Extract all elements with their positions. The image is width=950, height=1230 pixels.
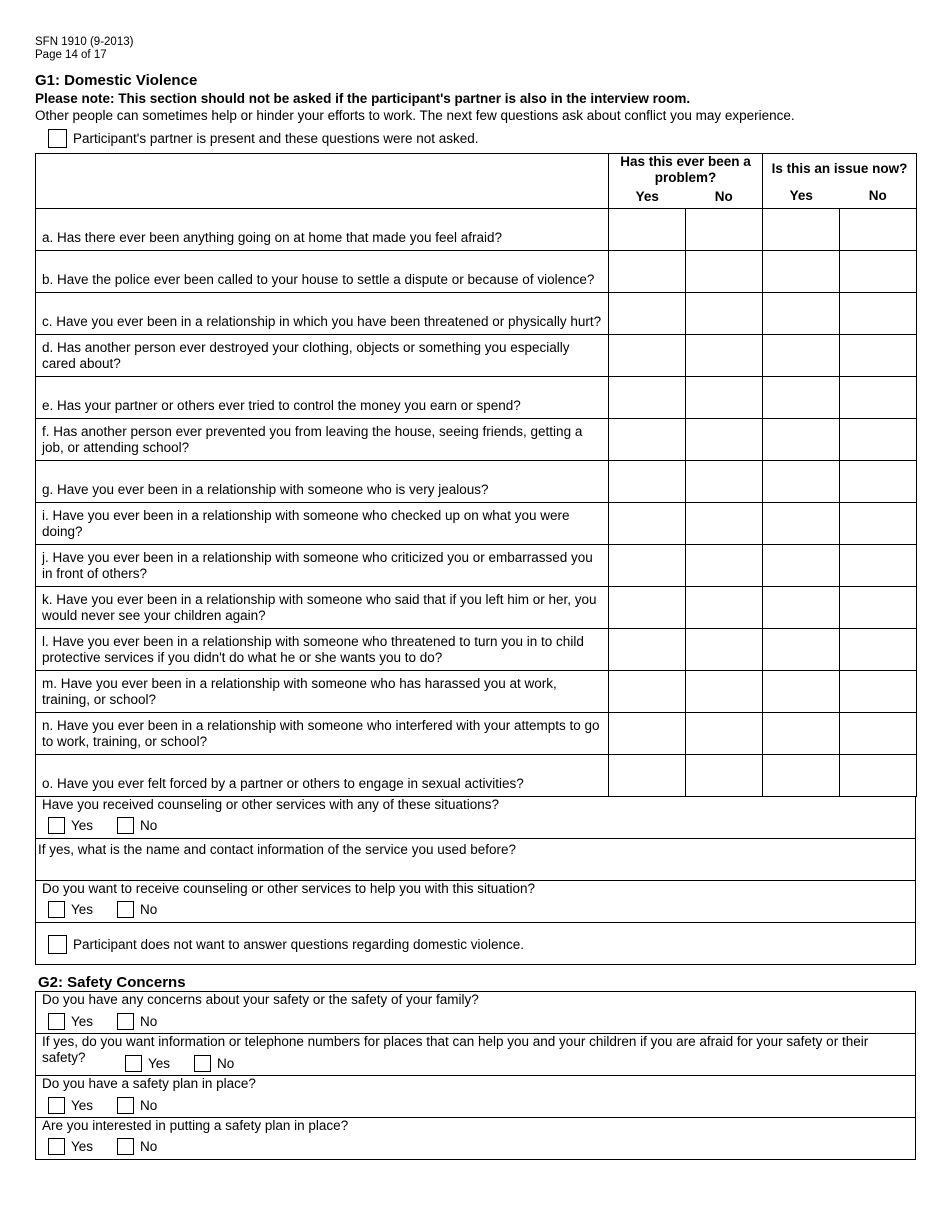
ever-yes-cell[interactable] (609, 293, 686, 335)
counseling-want-yes-checkbox[interactable] (48, 901, 65, 918)
now-yes-cell[interactable] (763, 419, 840, 461)
now-yes-cell[interactable] (763, 629, 840, 671)
question-header-cell (36, 154, 609, 209)
now-no-cell[interactable] (840, 335, 917, 377)
safety-concern-yes-checkbox[interactable] (48, 1013, 65, 1030)
question-cell: k. Have you ever been in a relationship with someone who said that if you left him or her, you would never see your children again? (36, 587, 609, 629)
now-no-cell[interactable] (840, 503, 917, 545)
question-cell: o. Have you ever felt forced by a partner or others to engage in sexual activities? (36, 755, 609, 797)
ever-no-cell[interactable] (686, 671, 763, 713)
no-label: No (140, 902, 158, 917)
table-row (36, 209, 917, 251)
question-cell: c. Have you ever been in a relationship in which you have been threatened or physically hurt? (36, 293, 609, 335)
safety-concern-options (48, 1013, 157, 1030)
safety-plan-interest-question: Are you interested in putting a safety plan in place? (42, 1118, 349, 1133)
g1-intro: Other people can sometimes help or hinder your efforts to work. The next few questions ask about conflict you may experience. (35, 108, 795, 123)
ever-no-cell[interactable] (686, 377, 763, 419)
no-label: No (140, 1098, 158, 1113)
ever-no-cell[interactable] (686, 545, 763, 587)
decline-label: Participant does not want to answer questions regarding domestic violence. (73, 937, 525, 952)
partner-present-checkbox[interactable] (48, 129, 67, 148)
table-row (36, 671, 917, 713)
ever-yes-cell[interactable] (609, 335, 686, 377)
yes-label: Yes (71, 902, 94, 917)
col-group-issue-now-label: Is this an issue now? (771, 161, 908, 176)
now-no-cell[interactable] (840, 587, 917, 629)
col-group-ever-problem-label: Has this ever been a problem? (620, 154, 751, 185)
ever-yes-cell[interactable] (609, 503, 686, 545)
yes-label: Yes (71, 1139, 94, 1154)
table-row (36, 587, 917, 629)
counseling-received-no-checkbox[interactable] (117, 817, 134, 834)
table-header-row (36, 154, 917, 209)
table-row (36, 629, 917, 671)
now-yes-cell[interactable] (763, 713, 840, 755)
now-yes-cell[interactable] (763, 545, 840, 587)
question-cell: b. Have the police ever been called to your house to settle a dispute or because of violence? (36, 251, 609, 293)
now-yes-cell[interactable] (763, 335, 840, 377)
now-no-cell[interactable] (840, 209, 917, 251)
now-no-cell[interactable] (840, 671, 917, 713)
question-cell: m. Have you ever been in a relationship with someone who has harassed you at work, training, or school? (36, 671, 609, 713)
safety-info-options (125, 1055, 234, 1072)
ever-yes-cell[interactable] (609, 629, 686, 671)
now-no-cell[interactable] (840, 251, 917, 293)
g2-title: G2: Safety Concerns (38, 974, 186, 991)
now-no-cell[interactable] (840, 293, 917, 335)
ever-no-cell[interactable] (686, 713, 763, 755)
now-yes-cell[interactable] (763, 293, 840, 335)
now-no-cell[interactable] (840, 629, 917, 671)
question-cell: i. Have you ever been in a relationship with someone who checked up on what you were doing? (36, 503, 609, 545)
safety-info-no-checkbox[interactable] (194, 1055, 211, 1072)
now-no-cell[interactable] (840, 461, 917, 503)
now-yes-cell[interactable] (763, 755, 840, 797)
ever-yes-cell[interactable] (609, 209, 686, 251)
question-cell: a. Has there ever been anything going on at home that made you feel afraid? (36, 209, 609, 251)
no-label: No (140, 1139, 158, 1154)
table-row (36, 335, 917, 377)
safety-plan-interest-no-checkbox[interactable] (117, 1138, 134, 1155)
col-now-yes: Yes (789, 188, 813, 203)
g1-note: Please note: This section should not be asked if the participant's partner is also in the interview room. (35, 91, 691, 106)
question-cell: l. Have you ever been in a relationship with someone who threatened to turn you in to child protective services if you didn't do what he or she wants you to do? (36, 629, 609, 671)
question-cell: f. Has another person ever prevented you from leaving the house, seeing friends, getting a job, or attending school? (36, 419, 609, 461)
question-cell: e. Has your partner or others ever tried to control the money you earn or spend? (36, 377, 609, 419)
ever-yes-cell[interactable] (609, 461, 686, 503)
safety-concern-no-checkbox[interactable] (117, 1013, 134, 1030)
ever-no-cell[interactable] (686, 629, 763, 671)
question-cell: g. Have you ever been in a relationship with someone who is very jealous? (36, 461, 609, 503)
decline-row (48, 935, 524, 954)
question-cell: n. Have you ever been in a relationship with someone who interfered with your attempts to go to work, training, or school? (36, 713, 609, 755)
g1-title: G1: Domestic Violence (35, 72, 198, 89)
ever-no-cell[interactable] (686, 587, 763, 629)
now-no-cell[interactable] (840, 377, 917, 419)
safety-plan-yes-checkbox[interactable] (48, 1097, 65, 1114)
table-row (36, 713, 917, 755)
ever-yes-cell[interactable] (609, 251, 686, 293)
counseling-want-options (48, 901, 157, 918)
service-info-question: If yes, what is the name and contact information of the service you used before? (38, 842, 517, 857)
ever-no-cell[interactable] (686, 503, 763, 545)
decline-checkbox[interactable] (48, 935, 67, 954)
now-no-cell[interactable] (840, 713, 917, 755)
ever-no-cell[interactable] (686, 461, 763, 503)
col-group-ever-problem (609, 154, 763, 209)
table-row (36, 545, 917, 587)
safety-concern-question: Do you have any concerns about your safety or the safety of your family? (42, 992, 479, 1007)
ever-yes-cell[interactable] (609, 587, 686, 629)
yes-label: Yes (71, 818, 94, 833)
ever-no-cell[interactable] (686, 251, 763, 293)
col-group-issue-now (763, 154, 917, 209)
ever-yes-cell[interactable] (609, 545, 686, 587)
now-no-cell[interactable] (840, 755, 917, 797)
ever-no-cell[interactable] (686, 209, 763, 251)
form-number: SFN 1910 (9-2013) (35, 36, 134, 48)
counseling-want-no-checkbox[interactable] (117, 901, 134, 918)
partner-present-label: Participant's partner is present and these questions were not asked. (73, 131, 479, 146)
domestic-violence-table (35, 153, 917, 797)
ever-yes-cell[interactable] (609, 755, 686, 797)
now-no-cell[interactable] (840, 419, 917, 461)
counseling-received-options (48, 817, 157, 834)
table-row (36, 503, 917, 545)
yes-label: Yes (71, 1014, 94, 1029)
col-now-no: No (868, 188, 887, 203)
table-row (36, 377, 917, 419)
table-row (36, 419, 917, 461)
question-cell: d. Has another person ever destroyed your clothing, objects or something you especially cared about? (36, 335, 609, 377)
now-yes-cell[interactable] (763, 377, 840, 419)
no-label: No (140, 1014, 158, 1029)
col-ever-no: No (714, 189, 733, 204)
counseling-received-yes-checkbox[interactable] (48, 817, 65, 834)
table-row (36, 461, 917, 503)
now-yes-cell[interactable] (763, 461, 840, 503)
ever-yes-cell[interactable] (609, 419, 686, 461)
safety-plan-interest-yes-checkbox[interactable] (48, 1138, 65, 1155)
now-yes-cell[interactable] (763, 209, 840, 251)
yes-label: Yes (148, 1056, 171, 1071)
ever-yes-cell[interactable] (609, 713, 686, 755)
ever-yes-cell[interactable] (609, 671, 686, 713)
counseling-received-question: Have you received counseling or other services with any of these situations? (42, 797, 499, 812)
page-number: Page 14 of 17 (35, 49, 107, 61)
safety-plan-question: Do you have a safety plan in place? (42, 1076, 256, 1091)
safety-info-yes-checkbox[interactable] (125, 1055, 142, 1072)
safety-plan-interest-options (48, 1138, 157, 1155)
ever-yes-cell[interactable] (609, 377, 686, 419)
counseling-want-question: Do you want to receive counseling or other services to help you with this situation? (42, 881, 536, 896)
question-cell: j. Have you ever been in a relationship with someone who criticized you or embarrassed you in front of others? (36, 545, 609, 587)
divider (35, 838, 916, 839)
table-row (36, 293, 917, 335)
now-yes-cell[interactable] (763, 587, 840, 629)
ever-no-cell[interactable] (686, 293, 763, 335)
divider (35, 922, 916, 923)
col-ever-yes: Yes (635, 189, 659, 204)
partner-present-row (48, 129, 479, 148)
safety-plan-options (48, 1097, 157, 1114)
now-yes-cell[interactable] (763, 671, 840, 713)
ever-no-cell[interactable] (686, 755, 763, 797)
no-label: No (140, 818, 158, 833)
yes-label: Yes (71, 1098, 94, 1113)
table-row (36, 251, 917, 293)
no-label: No (217, 1056, 235, 1071)
ever-no-cell[interactable] (686, 335, 763, 377)
table-row (36, 755, 917, 797)
now-no-cell[interactable] (840, 545, 917, 587)
now-yes-cell[interactable] (763, 503, 840, 545)
safety-plan-no-checkbox[interactable] (117, 1097, 134, 1114)
now-yes-cell[interactable] (763, 251, 840, 293)
ever-no-cell[interactable] (686, 419, 763, 461)
safety-info-question: If yes, do you want information or telephone numbers for places that can help you and your children if you are afraid for your safety or their safety? (42, 1034, 869, 1065)
